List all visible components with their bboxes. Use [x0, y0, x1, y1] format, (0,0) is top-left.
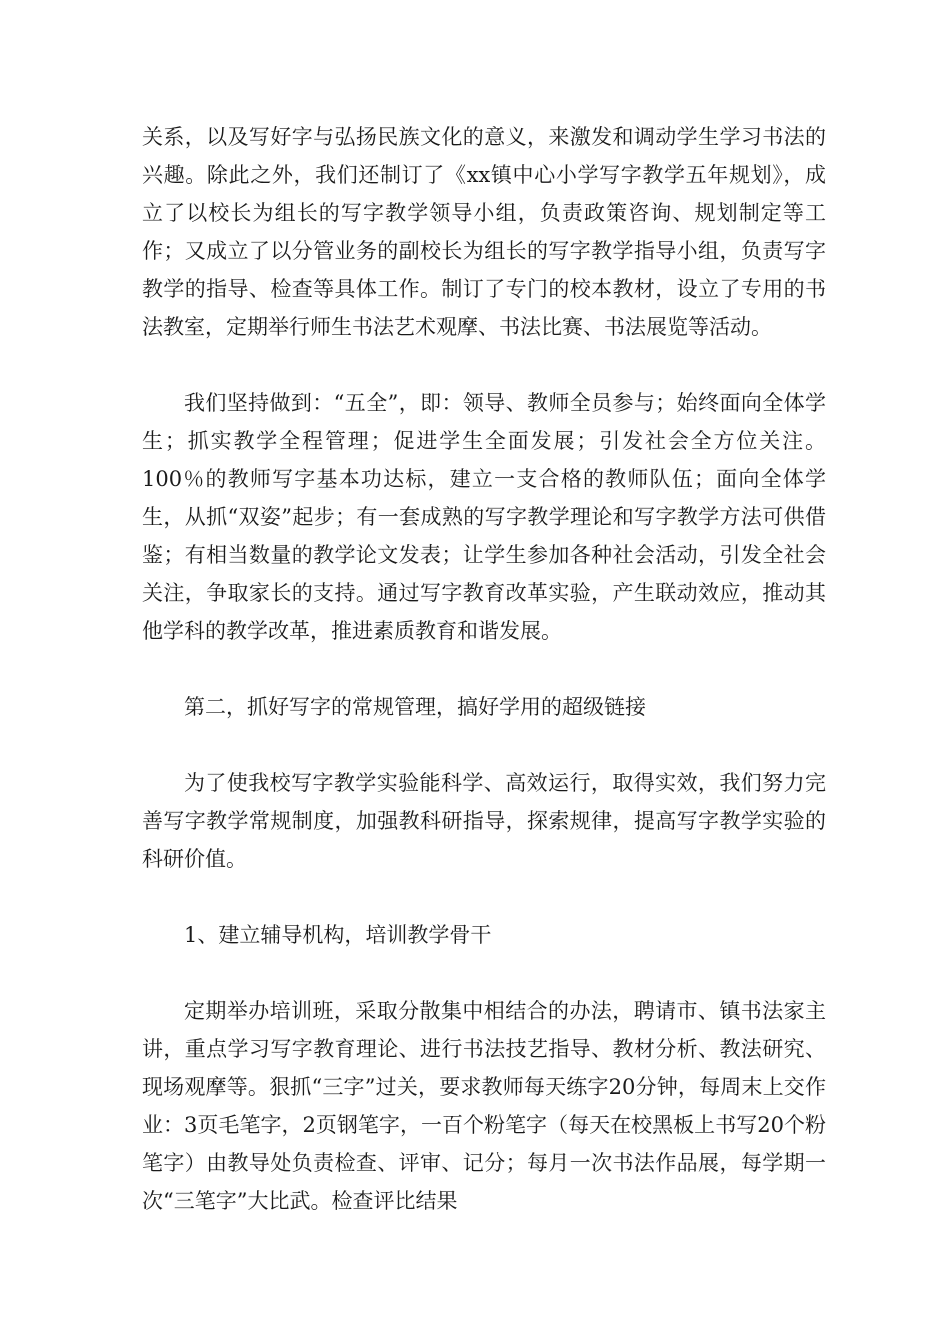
section-heading-routine-management: 第二，抓好写字的常规管理，搞好学用的超级链接 — [184, 695, 646, 719]
paragraph-training-details: 定期举办培训班，采取分散集中相结合的办法，聘请市、镇书法家主讲，重点学习写字教育理论、进行书法技艺指导、教材分析、教法研究、现场观摩等。狠抓“三字”过关，要求教师每天练字20分钟，每周末上交作业：3页毛笔字，2页钢笔字，一百个粉笔字（每天在校黑板上书写20个粉笔字）由教导处负责检查、评审、记分；每月一次书法作品展，每学期一次“三笔字”大比武。检查评比结果 — [142, 999, 826, 1213]
paragraph-five-completeness: 我们坚持做到：“五全”，即：领导、教师全员参与；始终面向全体学生；抓实教学全程管理；促进学生全面发展；引发社会全方位关注。100％的教师写字基本功达标，建立一支合格的教师队伍；面向全体学生，从抓“双姿”起步；有一套成熟的写字教学理论和写字教学方法可供借鉴；有相当数量的教学论文发表；让学生参加各种社会活动，引发全社会关注，争取家长的支持。通过写字教育改革实验，产生联动效应，推动其他学科的教学改革，推进素质教育和谐发展。 — [142, 391, 826, 643]
paragraph-intro-continuation: 关系，以及写好字与弘扬民族文化的意义，来激发和调动学生学习书法的兴趣。除此之外，我们还制订了《xx镇中心小学写字教学五年规划》，成立了以校长为组长的写字教学领导小组，负责政策咨询、规划制定等工作；又成立了以分管业务的副校长为组长的写字教学指导小组，负责写字教学的指导、检查等具体工作。制订了专门的校本教材，设立了专用的书法教室，定期举行师生书法艺术观摩、书法比赛、书法展览等活动。 — [142, 125, 826, 339]
paragraph-improve-system: 为了使我校写字教学实验能科学、高效运行，取得实效，我们努力完善写字教学常规制度，加强教科研指导，探索规律，提高写字教学实验的科研价值。 — [142, 771, 826, 871]
subsection-heading-training: 1、建立辅导机构，培训教学骨干 — [184, 923, 492, 947]
document-body — [142, 118, 826, 1220]
